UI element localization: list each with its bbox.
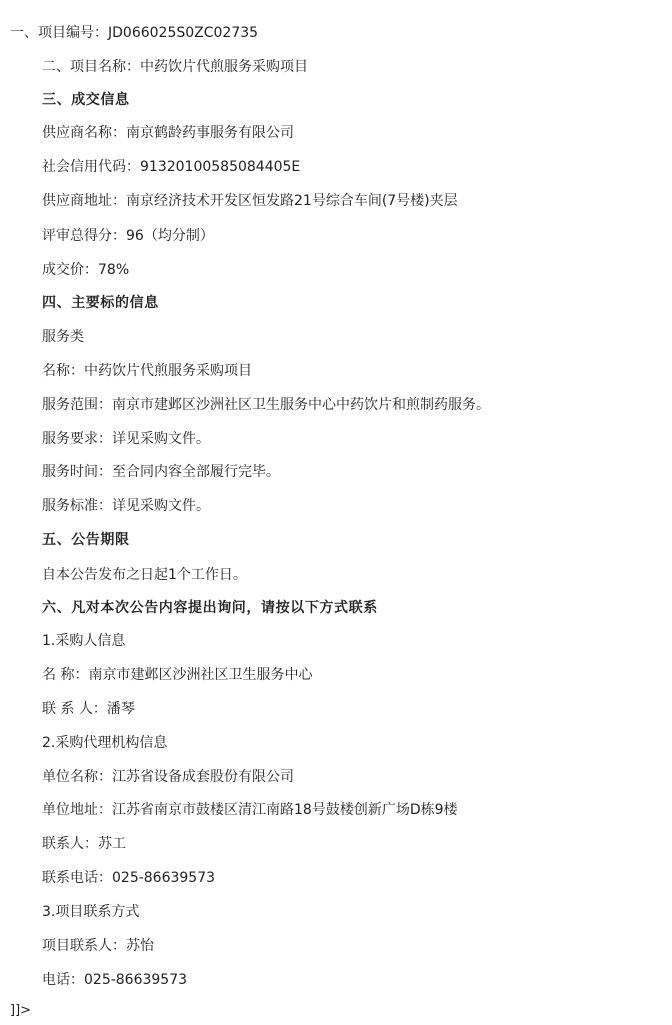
service-standard-line: 服务标准：详见采购文件。 (42, 498, 210, 514)
subject-name-line: 名称：中药饮片代煎服务采购项目 (42, 363, 252, 379)
project-contact-person-line: 项目联系人：苏怡 (42, 938, 154, 954)
credit-code-line: 社会信用代码：91320100585084405E (42, 159, 301, 175)
agency-contact-line: 联系人：苏工 (42, 836, 126, 852)
service-time-line: 服务时间：至合同内容全部履行完毕。 (42, 464, 280, 480)
agency-info-heading: 2.采购代理机构信息 (42, 735, 168, 751)
supplier-name-line: 供应商名称：南京鹤龄药事服务有限公司 (42, 125, 294, 141)
deal-price-line: 成交价：78% (42, 262, 130, 278)
agency-name-line: 单位名称：江苏省设备成套股份有限公司 (42, 769, 294, 785)
project-number-line: 一、项目编号：JD066025S0ZC02735 (10, 25, 259, 41)
service-category-line: 服务类 (42, 329, 84, 345)
agency-phone-line: 联系电话：025-86639573 (42, 870, 216, 886)
service-scope-line: 服务范围：南京市建邺区沙洲社区卫生服务中心中药饮片和煎制药服务。 (42, 397, 490, 413)
section-heading-main-subject: 四、主要标的信息 (42, 295, 159, 311)
total-score-line: 评审总得分：96（均分制） (42, 228, 214, 244)
purchaser-info-heading: 1.采购人信息 (42, 633, 126, 649)
service-requirement-line: 服务要求：详见采购文件。 (42, 431, 210, 447)
cdata-end-marker: ]]> (10, 1003, 32, 1018)
section-heading-deal-info: 三、成交信息 (42, 92, 130, 108)
purchaser-contact-line: 联 系 人：潘琴 (42, 701, 135, 717)
section-heading-contact: 六、凡对本次公告内容提出询问，请按以下方式联系 (42, 600, 378, 616)
purchaser-name-line: 名 称：南京市建邺区沙洲社区卫生服务中心 (42, 667, 313, 683)
project-phone-line: 电话：025-86639573 (42, 972, 188, 988)
project-name-line: 二、项目名称：中药饮片代煎服务采购项目 (42, 59, 308, 75)
section-heading-notice-period: 五、公告期限 (42, 532, 130, 548)
notice-period-line: 自本公告发布之日起1个工作日。 (42, 567, 247, 583)
agency-address-line: 单位地址：江苏省南京市鼓楼区清江南路18号鼓楼创新广场D栋9楼 (42, 802, 458, 818)
project-contact-heading: 3.项目联系方式 (42, 904, 140, 920)
supplier-address-line: 供应商地址：南京经济技术开发区恒发路21号综合车间(7号楼)夹层 (42, 193, 458, 209)
